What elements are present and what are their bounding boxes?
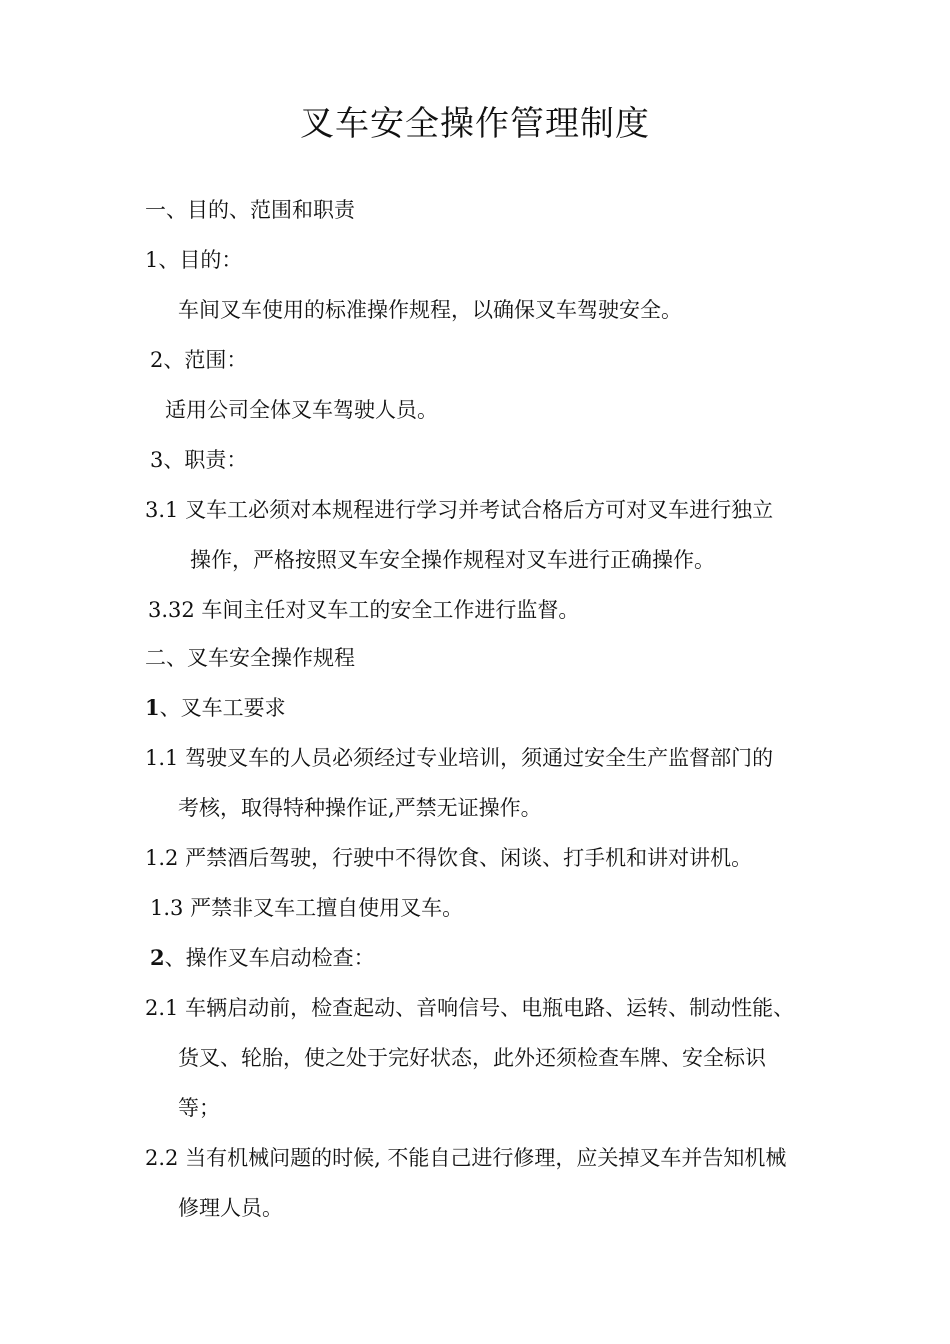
sub-heading-text: 、操作叉车启动检查：	[164, 946, 375, 970]
item-duties-heading: 3、职责：	[150, 448, 248, 472]
item-scope-heading: 2、范围：	[150, 348, 248, 372]
sub-heading-number: 2	[150, 945, 165, 970]
sub-heading-text: 、叉车工要求	[159, 696, 286, 720]
item-3-2: 3.32 车间主任对叉车工的安全工作进行监督。	[148, 598, 580, 622]
item-2-2-line-2: 修理人员。	[178, 1196, 283, 1220]
document-title: 叉车安全操作管理制度	[300, 104, 650, 144]
item-1-3: 1.3 严禁非叉车工擅自使用叉车。	[150, 896, 464, 920]
item-1-1-line-1: 1.1 驾驶叉车的人员必须经过专业培训，须通过安全生产监督部门的	[145, 746, 774, 770]
item-2-2-line-1: 2.2 当有机械问题的时候, 不能自己进行修理，应关掉叉车并告知机械	[145, 1146, 787, 1170]
item-purpose-heading: 1、目的：	[145, 248, 243, 272]
item-purpose-text: 车间叉车使用的标准操作规程，以确保叉车驾驶安全。	[178, 298, 682, 322]
sub-heading-number: 1	[145, 695, 160, 720]
section-heading-purpose-scope-duties: 一、目的、范围和职责	[145, 198, 355, 222]
item-1-1-line-2: 考核，取得特种操作证,严禁无证操作。	[178, 796, 542, 820]
item-scope-text: 适用公司全体叉车驾驶人员。	[165, 398, 438, 422]
item-2-1-line-1: 2.1 车辆启动前，检查起动、音响信号、电瓶电路、运转、制动性能、	[145, 996, 795, 1020]
sub-heading-startup-check	[150, 943, 375, 973]
item-2-1-line-3: 等；	[178, 1096, 220, 1120]
item-2-1-line-2: 货叉、轮胎，使之处于完好状态，此外还须检查车牌、安全标识	[178, 1046, 766, 1070]
item-3-1-line-2: 操作，严格按照叉车安全操作规程对叉车进行正确操作。	[190, 548, 715, 572]
section-heading-operation-rules: 二、叉车安全操作规程	[145, 646, 355, 670]
item-3-1-line-1: 3.1 叉车工必须对本规程进行学习并考试合格后方可对叉车进行独立	[145, 498, 774, 522]
item-1-2: 1.2 严禁酒后驾驶，行驶中不得饮食、闲谈、打手机和讲对讲机。	[145, 846, 753, 870]
sub-heading-driver-requirements	[145, 693, 286, 723]
